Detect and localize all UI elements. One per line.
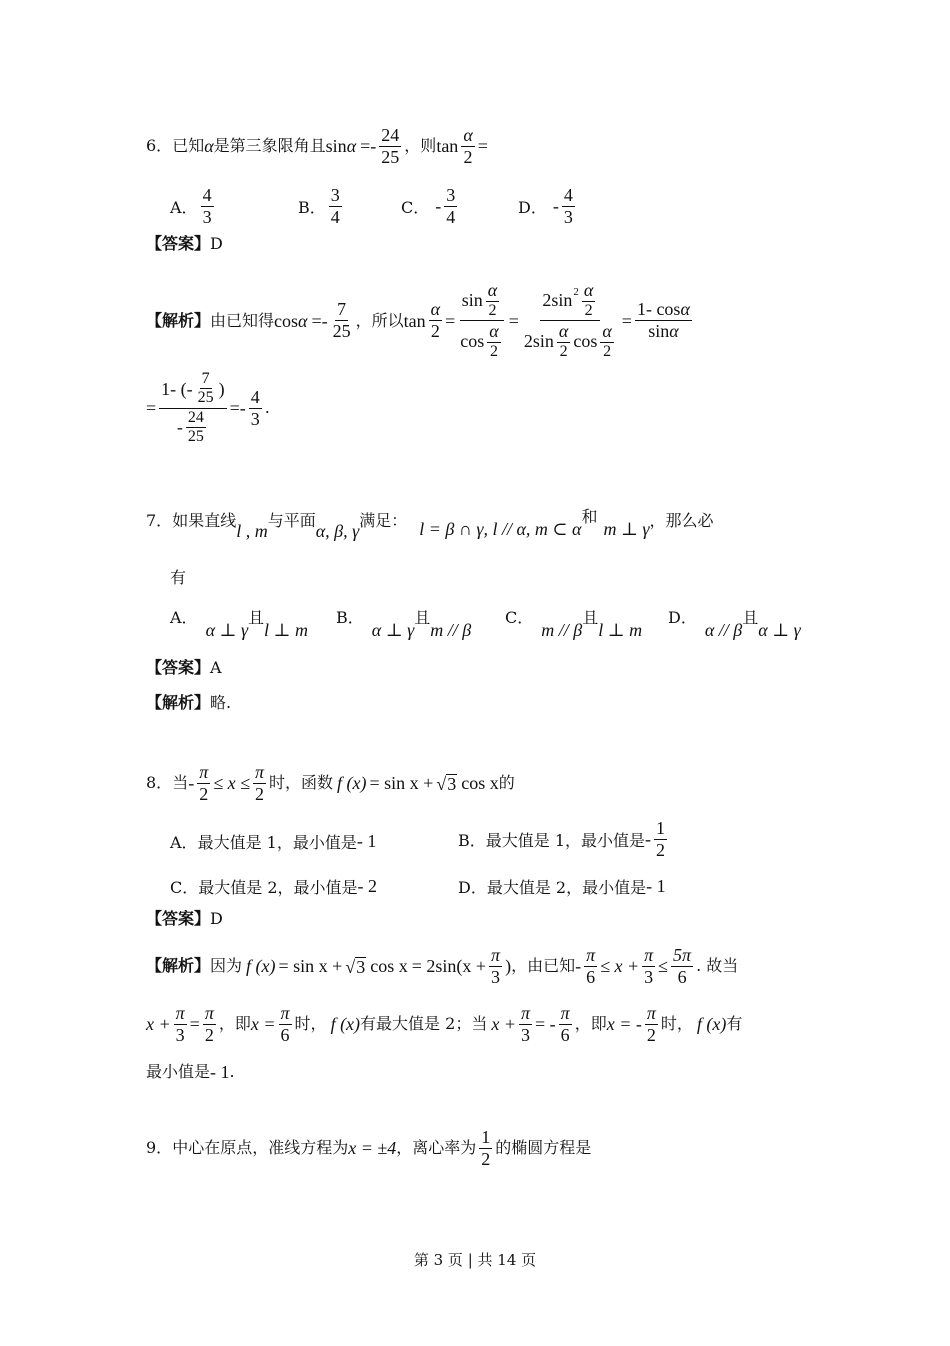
fx: f (x) [337, 773, 367, 794]
frac-den: 2 [481, 1148, 491, 1169]
frac-den: 6 [280, 1024, 290, 1045]
frac-den [458, 321, 505, 361]
q8-text3: 的 [498, 773, 515, 793]
frac-den: 4 [330, 206, 340, 227]
q9-number: 9． [146, 1138, 173, 1158]
q8-stem [146, 762, 515, 804]
option-part1: m // β [541, 620, 583, 640]
eq-sin: = sin x + [278, 956, 343, 977]
q6-text2: 是第三象限角且 [213, 136, 326, 156]
a-eq: = 2sin(x + [411, 956, 487, 977]
q8-analysis-line2 [146, 1003, 742, 1045]
le-x-plus: ≤ x + [600, 956, 640, 977]
two: 2 [523, 330, 533, 351]
frac-num: 7 [200, 370, 212, 389]
eq-sign: = [508, 310, 519, 331]
frac-num [540, 280, 600, 321]
option-frac [654, 818, 667, 860]
pi-over-2 [253, 762, 266, 804]
frac-num [460, 280, 504, 321]
q9-frac [479, 1127, 492, 1169]
one-minus-cos: 1- cos [636, 299, 681, 320]
option-val: - 2 [357, 876, 378, 896]
pi-over-6 [279, 1003, 292, 1045]
option-label: C． [401, 197, 430, 217]
q8-number: 8． [146, 773, 173, 793]
minus: - [188, 773, 195, 794]
q6-alpha-3: α [298, 310, 308, 331]
paren: ) [218, 378, 225, 399]
option-label: A． [170, 197, 198, 217]
frac-num: π [199, 762, 209, 782]
option-text: 最大值是 1，最小值是 [485, 830, 646, 850]
q6-tan-2: tan [403, 310, 426, 331]
frac-num: α [602, 321, 612, 342]
q6-text3: ，则 [404, 136, 437, 156]
q7-text2: 与平面 [267, 511, 316, 530]
frac-num: α [487, 280, 498, 300]
option-frac [329, 185, 342, 227]
q8-text1: 当 [172, 773, 189, 793]
option-label: C． [170, 878, 199, 897]
frac-den: 2 [255, 783, 264, 804]
frac-den: 2 [199, 783, 209, 804]
frac-num: π [646, 1003, 656, 1023]
frac-den: 25 [187, 428, 204, 446]
frac-den: 3 [491, 966, 501, 987]
frac-den: 2 [463, 146, 473, 167]
option-val: - [645, 828, 652, 849]
x-plus: x + [491, 1014, 516, 1035]
frac-num: 1 [656, 818, 666, 838]
frac-den: 3 [644, 966, 654, 987]
analysis-label: 【解析】 [146, 693, 211, 712]
inner-half [557, 321, 570, 361]
option-label: D． [458, 878, 487, 897]
frac-den: 6 [677, 966, 687, 987]
frac-den: 25 [332, 321, 351, 342]
frac-num: π [175, 1003, 185, 1023]
q6-one-minus-cos-over-sin [635, 299, 692, 341]
frac-num: α [430, 299, 441, 320]
option-frac [562, 185, 575, 227]
q6-option-c [401, 185, 460, 227]
option-text: 最大值是 1，最小值是 [197, 833, 357, 852]
frac-num: π [560, 1003, 570, 1023]
frac-num: α [583, 280, 594, 300]
period: . [229, 1062, 235, 1081]
square-sup: 2 [573, 285, 579, 298]
q7-text4: ，那么必 [649, 511, 714, 530]
two: 2 [542, 289, 552, 310]
q8-option-b [458, 818, 670, 860]
q8-answer [146, 911, 223, 927]
q8-option-c [170, 875, 377, 898]
q6-option-a [170, 185, 217, 227]
fx: f (x) [696, 1014, 727, 1035]
frac-num: π [491, 945, 501, 965]
eq-sin: = sin x + [369, 773, 434, 794]
inner-half [486, 280, 499, 320]
frac-num: 4 [250, 387, 260, 408]
inner-half [487, 321, 500, 361]
q9-text3: 的椭圆方程是 [495, 1138, 592, 1158]
q6-option-d [518, 185, 578, 227]
inner-half [600, 321, 613, 361]
x-eq-minus: x = - [606, 1014, 642, 1035]
option-label: D． [518, 197, 547, 217]
answer-label: 【答案】 [146, 909, 211, 928]
a-paren: ) [505, 956, 512, 977]
q6-double-angle [522, 280, 619, 361]
five-pi-over-6 [671, 945, 693, 987]
q7-option-c [505, 605, 643, 640]
option-label: A． [170, 833, 198, 852]
frac-num: 3 [330, 185, 340, 205]
q7-cond2: m ⊥ γ [603, 519, 650, 539]
frac-num [159, 370, 226, 409]
frac-den: 3 [250, 408, 260, 429]
frac-den [646, 321, 680, 342]
a-text6: 有最大值是 2；当 [360, 1014, 488, 1034]
minus: - [176, 417, 183, 438]
pi-over-3 [489, 945, 502, 987]
q6-number: 6． [146, 136, 173, 156]
pi-over-3 [519, 1003, 532, 1045]
q6-big-frac [159, 370, 226, 447]
q7-option-d [668, 605, 801, 640]
option-sign: - [552, 195, 559, 216]
eq-sign: = [445, 310, 456, 331]
eq: = [189, 1014, 200, 1035]
q7-lm: l , m [236, 521, 268, 541]
q7-option-b [336, 605, 472, 640]
frac-den: 6 [586, 966, 596, 987]
option-frac [444, 185, 457, 227]
answer-value: A [210, 658, 222, 677]
radicand: 3 [356, 956, 366, 977]
frac-den: 3 [175, 1024, 185, 1045]
q8-analysis-line1 [146, 945, 738, 987]
inner-frac-24-25 [186, 409, 206, 447]
frac-den: 25 [381, 146, 400, 167]
pi-over-6 [559, 1003, 572, 1045]
min-val: - 1 [210, 1062, 230, 1082]
frac-den: 2 [489, 342, 498, 360]
analysis-label: 【解析】 [146, 956, 211, 976]
option-part1: α ⊥ γ [205, 620, 249, 640]
q9-eq: x = ±4 [348, 1138, 397, 1159]
step2-left: 1- (- [161, 378, 193, 399]
option-val: - 1 [356, 831, 377, 851]
analysis-label: 【解析】 [146, 310, 211, 330]
a-text1: 因为 [210, 956, 243, 976]
frac-num: α [463, 125, 473, 145]
q6-tan: tan [436, 136, 459, 157]
q7-answer [146, 660, 222, 676]
q6-eq-minus: =- [360, 136, 377, 157]
q6-alpha-2: α [346, 136, 357, 157]
x-plus: x + [146, 1014, 171, 1035]
option-part2: m // β [430, 620, 472, 640]
frac-num: 1 [481, 1127, 491, 1147]
q6-alpha: α [204, 136, 214, 157]
le-x-le: ≤ x ≤ [213, 773, 250, 794]
option-qie: 且 [582, 608, 599, 627]
option-part2: l ⊥ m [264, 620, 308, 640]
frac-den: 6 [560, 1024, 570, 1045]
pi-over-3 [642, 945, 655, 987]
q8-analysis-line3 [146, 1063, 235, 1081]
q7-cond: l = β ∩ γ, l // α, m ⊂ α [419, 519, 582, 539]
q6-half-alpha [461, 125, 474, 167]
q7-analysis [146, 695, 231, 711]
sqrt3: √ 3 [436, 773, 457, 794]
q6-frac-24-25 [379, 125, 401, 167]
q6-eq: = [477, 136, 488, 157]
frac-den [522, 321, 619, 361]
frac-num: π [204, 1003, 214, 1023]
option-label: B． [336, 608, 364, 627]
q7-option-a [170, 605, 308, 640]
sqrt3: √ 3 [345, 956, 366, 977]
sin-text: sin [648, 321, 670, 342]
a-text2: ，由已知 [511, 956, 576, 976]
fx: f (x) [246, 956, 276, 977]
eq-minus: =- [229, 398, 246, 419]
frac-num: 3 [446, 185, 456, 205]
q7-text1: 如果直线 [172, 511, 237, 530]
analysis-text2: ，所以 [355, 310, 404, 330]
analysis-text: 略. [210, 693, 232, 712]
a-text5: 时， [660, 1014, 693, 1034]
q8-option-a [170, 830, 376, 853]
frac-den: 3 [202, 206, 212, 227]
option-text: 最大值是 2，最小值是 [198, 878, 358, 897]
answer-value: D [210, 234, 223, 253]
frac-den [175, 409, 211, 447]
x-eq: x = [250, 1014, 276, 1035]
frac-num: 4 [563, 185, 573, 205]
eq-sign: = [146, 398, 157, 419]
frac-num: 7 [337, 299, 347, 320]
cosx: cos x [370, 956, 408, 977]
inner-frac-7-25 [196, 370, 216, 408]
option-part2: l ⊥ m [598, 620, 643, 640]
a-text3: . 故当 [696, 956, 739, 976]
pi-over-2 [645, 1003, 658, 1045]
answer-value: D [210, 909, 223, 928]
frac-num: π [520, 1003, 530, 1023]
frac-den: 2 [204, 1024, 214, 1045]
frac-num: 24 [186, 409, 206, 428]
answer-label: 【答案】 [146, 658, 211, 677]
frac-num: π [586, 945, 596, 965]
inner-half [582, 280, 595, 320]
frac-den: 2 [603, 342, 612, 360]
option-qie: 且 [742, 608, 759, 627]
option-label: D． [668, 608, 697, 627]
q7-number: 7． [146, 511, 173, 530]
pi-over-2 [203, 1003, 216, 1045]
sin-text: sin [461, 289, 483, 310]
q6-frac-7-25 [331, 299, 353, 341]
q7-text5: 有 [170, 568, 187, 587]
option-text: 最大值是 2，最小值是 [486, 878, 647, 897]
option-label: B． [458, 830, 486, 850]
q6-cos: cos [274, 310, 299, 331]
frac-den: 3 [563, 206, 573, 227]
q6-sin-over-cos [458, 280, 505, 361]
frac-num: α [558, 321, 569, 342]
frac-den: 2 [584, 301, 593, 319]
cos-text: cos [573, 330, 598, 351]
q7-abg: α, β, γ [315, 521, 360, 541]
option-part1: α ⊥ γ [371, 620, 415, 640]
q6-half-alpha-2 [429, 299, 442, 341]
sin-text: sin [532, 330, 554, 351]
le: ≤ [658, 956, 669, 977]
q6-sin: sin [325, 136, 347, 157]
a-text4: ，即 [218, 1014, 251, 1034]
option-sign: - [435, 195, 442, 216]
frac-num: 24 [381, 125, 400, 145]
frac-den: 4 [446, 206, 456, 227]
q8-option-d [458, 875, 666, 898]
option-label: C． [505, 608, 534, 627]
option-qie: 且 [248, 608, 265, 627]
minus: - [575, 956, 582, 977]
sin-text: sin [551, 289, 573, 310]
pi-over-2 [197, 762, 210, 804]
q8-text2: 时，函数 [269, 773, 334, 793]
alpha: α [680, 299, 690, 320]
fx: f (x) [330, 1014, 361, 1035]
frac-den: 2 [488, 301, 497, 319]
eq-minus: = - [535, 1014, 556, 1035]
q6-analysis-line2 [146, 370, 270, 447]
q7-stem [146, 507, 714, 541]
a-text4: ，即 [574, 1014, 607, 1034]
a-text8: 最小值是 [146, 1062, 211, 1081]
q6-stem [146, 125, 488, 167]
frac-den: 2 [656, 839, 666, 860]
option-frac [201, 185, 214, 227]
frac-num [635, 299, 692, 321]
frac-num: π [280, 1003, 290, 1023]
q6-eq-minus-2: =- [311, 310, 328, 331]
frac-den: 25 [197, 389, 214, 407]
frac-num: 5π [673, 945, 692, 965]
a-text5: 时， [294, 1014, 327, 1034]
frac-num: π [254, 762, 265, 782]
q6-analysis-line1 [146, 280, 695, 361]
option-part1: α // β [704, 620, 743, 640]
a-text7: 有 [726, 1014, 743, 1034]
q9-text1: 中心在原点，准线方程为 [172, 1138, 349, 1158]
q7-he: 和 [581, 507, 598, 526]
option-label: A． [170, 608, 198, 627]
q6-option-b [298, 185, 345, 227]
option-qie: 且 [414, 608, 431, 627]
q6-answer [146, 236, 223, 252]
frac-num: π [644, 945, 654, 965]
frac-den: 2 [559, 342, 568, 360]
result-frac [249, 387, 262, 429]
option-part2: α ⊥ γ [758, 620, 801, 640]
alpha: α [669, 321, 679, 342]
pi-over-3 [174, 1003, 187, 1045]
q6-text1: 已知 [172, 136, 205, 156]
q7-stem-cont [170, 570, 186, 586]
radicand: 3 [447, 773, 457, 794]
analysis-text1: 由已知得 [210, 310, 275, 330]
q9-text2: ，离心率为 [396, 1138, 477, 1158]
option-label: B． [298, 197, 326, 217]
frac-num: α [489, 321, 499, 342]
period: . [264, 398, 270, 418]
frac-num: 4 [202, 185, 212, 205]
frac-den: 2 [430, 321, 440, 342]
pi-over-6 [584, 945, 597, 987]
eq-sign: = [621, 310, 632, 331]
option-val: - 1 [646, 876, 666, 896]
frac-den: 2 [646, 1024, 656, 1045]
answer-label: 【答案】 [146, 234, 211, 253]
frac-den: 3 [520, 1024, 530, 1045]
cos-text: cos [460, 330, 485, 351]
cosx: cos x [461, 773, 499, 794]
q9-stem [146, 1127, 591, 1169]
page-footer: 第 3 页 | 共 14 页 [413, 1251, 537, 1269]
q7-text3: 满足： [359, 511, 408, 530]
